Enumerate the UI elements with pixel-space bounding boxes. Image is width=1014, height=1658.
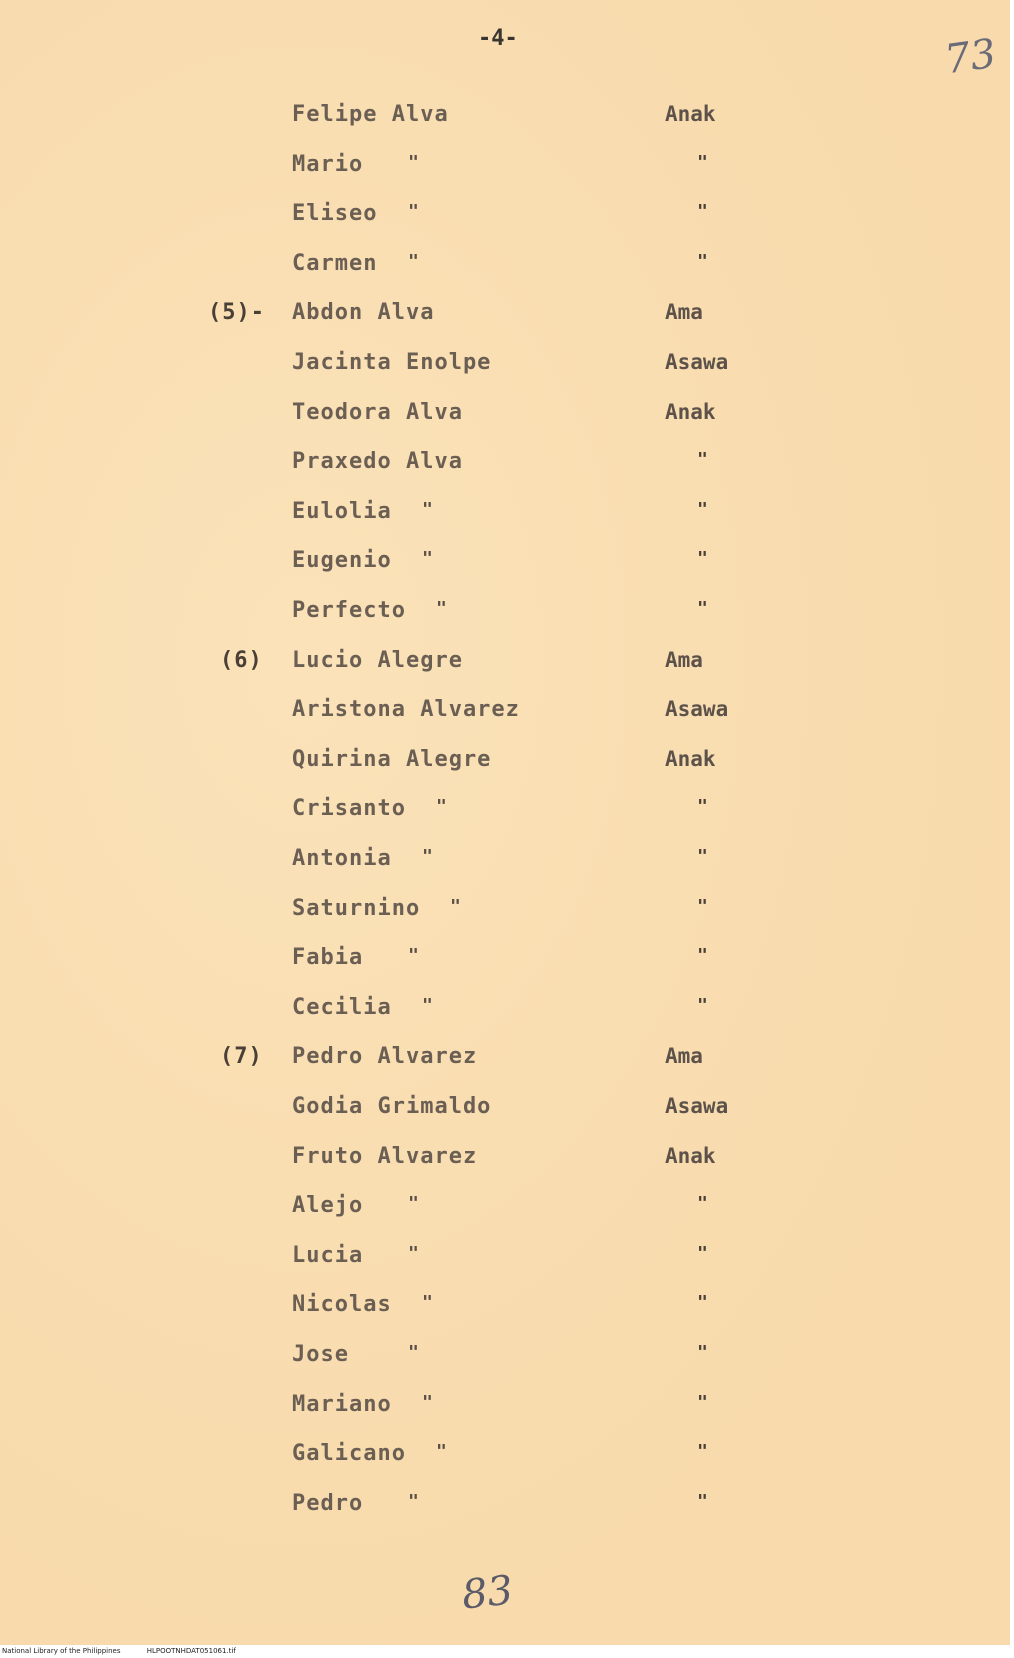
- list-item: [0, 1144, 1010, 1174]
- ditto-mark: ": [450, 895, 461, 917]
- ditto-mark: ": [436, 1441, 447, 1463]
- list-item: [0, 1193, 1010, 1223]
- list-item: [0, 1392, 1010, 1422]
- person-name: Godia Grimaldo: [292, 1094, 492, 1119]
- relationship-label: ": [697, 846, 708, 867]
- person-name: Antonia: [292, 846, 392, 871]
- list-item: [0, 548, 1010, 578]
- person-name: Perfecto: [292, 598, 406, 623]
- ditto-mark: ": [408, 151, 419, 173]
- relationship-label: ": [697, 151, 708, 173]
- scan-footer: [2, 1647, 260, 1655]
- relationship-label: Asawa: [665, 697, 729, 722]
- list-item: [0, 1094, 1010, 1124]
- handwritten-folio-number: 73: [942, 30, 999, 84]
- person-name: Galicano: [292, 1441, 406, 1467]
- relationship-label: ": [697, 449, 708, 471]
- page-number: -4-: [478, 26, 518, 51]
- relationship-label: Anak: [665, 399, 716, 424]
- relationship-label: ": [697, 1292, 708, 1314]
- list-item: [0, 598, 1010, 628]
- list-item: [0, 896, 1010, 926]
- person-name: Aristona Alvarez: [292, 697, 520, 723]
- ditto-mark: ": [408, 1342, 419, 1363]
- ditto-mark: ": [408, 945, 419, 967]
- household-number: (5)-: [208, 300, 265, 326]
- household-number: (6): [220, 647, 263, 673]
- person-name: Mariano: [292, 1391, 392, 1417]
- relationship-label: ": [697, 1193, 708, 1215]
- list-item: [0, 945, 1010, 975]
- list-item: [0, 300, 1010, 330]
- list-item: [0, 1243, 1010, 1273]
- relationship-label: ": [697, 994, 708, 1016]
- person-name: Teodora Alva: [292, 399, 463, 425]
- relationship-label: ": [697, 945, 708, 967]
- list-item: [0, 697, 1010, 727]
- footer-source: National Library of the Philippines: [2, 1647, 121, 1655]
- list-item: [0, 152, 1010, 182]
- person-name: Jacinta Enolpe: [292, 350, 492, 375]
- person-name: Fruto Alvarez: [292, 1143, 478, 1169]
- ditto-mark: ": [422, 994, 433, 1016]
- person-name: Cecilia: [292, 994, 392, 1020]
- list-item: [0, 201, 1010, 231]
- list-item: [0, 995, 1010, 1025]
- ditto-mark: ": [422, 1292, 433, 1314]
- relationship-label: ": [697, 796, 708, 818]
- relationship-label: ": [697, 1490, 708, 1512]
- list-item: [0, 1292, 1010, 1322]
- person-name: Carmen: [292, 250, 378, 276]
- ditto-mark: ": [436, 598, 447, 619]
- list-item: [0, 1491, 1010, 1521]
- relationship-label: ": [697, 895, 708, 917]
- relationship-label: ": [697, 250, 708, 272]
- relationship-label: Ama: [665, 300, 703, 325]
- list-item: [0, 400, 1010, 430]
- relationship-label: Anak: [665, 1143, 716, 1168]
- list-item: [0, 747, 1010, 777]
- list-item: [0, 796, 1010, 826]
- relationship-label: ": [697, 1441, 708, 1463]
- person-name: Quirina Alegre: [292, 746, 492, 772]
- relationship-label: Ama: [665, 1044, 703, 1069]
- relationship-label: Anak: [665, 746, 716, 771]
- list-item: [0, 449, 1010, 479]
- person-name: Alejo: [292, 1193, 364, 1219]
- person-name: Eugenio: [292, 548, 392, 574]
- relationship-label: ": [697, 598, 708, 619]
- ditto-mark: ": [408, 1193, 419, 1215]
- person-name: Saturnino: [292, 895, 421, 921]
- ditto-mark: ": [408, 1490, 419, 1512]
- list-item: [0, 499, 1010, 529]
- list-item: [0, 648, 1010, 678]
- ditto-mark: ": [422, 498, 433, 520]
- list-item: [0, 350, 1010, 380]
- ditto-mark: ": [408, 201, 419, 223]
- relationship-label: ": [697, 1391, 708, 1413]
- relationship-label: ": [697, 201, 708, 223]
- person-name: Lucio Alegre: [292, 647, 463, 673]
- person-name: Crisanto: [292, 796, 406, 822]
- handwritten-page-annotation: 83: [459, 1567, 516, 1619]
- relationship-label: Asawa: [665, 1094, 729, 1118]
- person-name: Felipe Alva: [292, 102, 449, 127]
- relationship-label: Asawa: [665, 350, 729, 374]
- household-number: (7): [220, 1044, 263, 1070]
- person-name: Jose: [292, 1342, 349, 1367]
- ditto-mark: ": [422, 548, 433, 570]
- person-name: Mario: [292, 151, 364, 177]
- footer-filename: HLPOOTNHDAT051061.tif: [146, 1647, 236, 1655]
- list-item: [0, 846, 1010, 876]
- list-item: [0, 102, 1010, 132]
- person-name: Nicolas: [292, 1292, 392, 1318]
- ditto-mark: ": [422, 1391, 433, 1413]
- person-name: Praxedo Alva: [292, 449, 463, 475]
- list-item: [0, 1044, 1010, 1074]
- ditto-mark: ": [408, 250, 419, 272]
- person-name: Pedro Alvarez: [292, 1044, 478, 1070]
- ditto-mark: ": [408, 1242, 419, 1264]
- person-name: Eulolia: [292, 498, 392, 524]
- person-name: Pedro: [292, 1490, 364, 1516]
- list-item: [0, 251, 1010, 281]
- person-name: Eliseo: [292, 201, 378, 227]
- person-name: Abdon Alva: [292, 300, 435, 326]
- relationship-label: Ama: [665, 647, 703, 672]
- list-item: [0, 1342, 1010, 1372]
- ditto-mark: ": [422, 846, 433, 867]
- relationship-label: ": [697, 1242, 708, 1264]
- relationship-label: ": [697, 1342, 708, 1363]
- relationship-label: ": [697, 548, 708, 570]
- relationship-label: Anak: [665, 102, 716, 126]
- ditto-mark: ": [436, 796, 447, 818]
- relationship-label: ": [697, 498, 708, 520]
- list-item: [0, 1441, 1010, 1471]
- person-name: Fabia: [292, 945, 364, 971]
- person-name: Lucia: [292, 1242, 364, 1268]
